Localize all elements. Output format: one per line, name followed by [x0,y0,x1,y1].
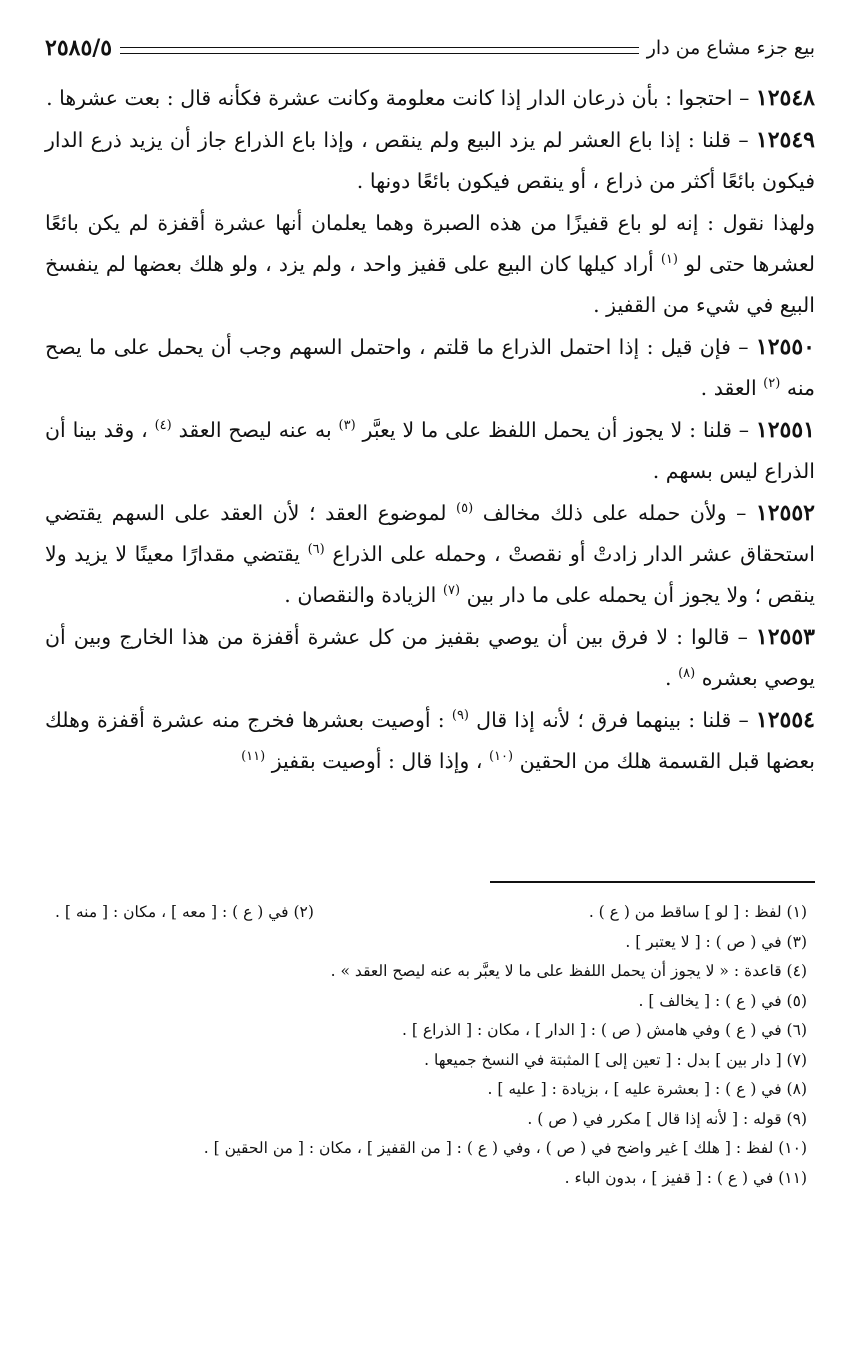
paragraph-12554 [45,700,815,782]
footnote-7: (٧) [ دار بين ] بدل : [ تعين إلى ] المثبتة في النسخ جميعها . [424,1050,807,1069]
paragraph-text: ، وقد بينا أن الذراع ليس بسهم . [45,418,815,483]
paragraph-text: – قلنا : إذا باع العشر لم يزد البيع ولم ينقص ، وإذا باع الذراع جاز أن يزيد ذرع الدار فيكون بائعًا أكثر من ذراع ، أو ينقص فيكون بائعًا دونها . [45,128,815,193]
page-number: ٢٥٨٥/٥ [45,35,113,61]
footnote-ref: (١١) [241,749,266,764]
chapter-title: بيع جزء مشاع من دار [646,37,815,59]
paragraph-number: ١٢٥٤٨ [755,85,815,111]
paragraph-12550 [45,327,815,409]
paragraph-text: – قالوا : لا فرق بين أن يوصي بقفيز من كل عشرة أقفزة من هذا الخارج وبين أن يوصي بعشره [45,625,815,690]
paragraph-text: – قلنا : بينهما فرق ؛ لأنه إذا قال [469,708,756,732]
paragraph-number: ١٢٥٥٤ [755,707,815,733]
paragraph-text: يقتضي مقدارًا معينًا لا يزيد ولا ينقص ؛ ولا يجوز أن يحمله على ما دار بين [45,542,815,607]
footnote-row [45,898,807,928]
paragraph-12549 [45,120,815,202]
paragraph-text: . [665,666,679,690]
footnote-9: (٩) قوله : [ لأنه إذا قال ] مكرر في ( ص ) . [527,1109,807,1128]
paragraph-number: ١٢٥٥١ [755,417,815,443]
footnote-3: (٣) في ( ص ) : [ لا يعتبر ] . [625,932,807,951]
paragraph-text: به عنه ليصح العقد [171,418,339,442]
running-header [45,28,815,68]
footnote-ref: (٨) [678,666,696,681]
paragraph-number: ١٢٥٥٠ [755,334,815,360]
paragraph-text: ، وإذا قال : أوصيت بقفيز [265,749,489,773]
book-page [45,28,815,1318]
footnote-ref: (١) [660,252,678,267]
footnote-11: (١١) في ( ع ) : [ قفيز ] ، بدون الباء . [564,1168,807,1187]
paragraph-number: ١٢٥٥٢ [755,500,815,526]
footnote-10: (١٠) لفظ : [ هلك ] غير واضح في ( ص ) ، وفي ( ع ) : [ من القفيز ] ، مكان : [ من الحقين ] . [203,1139,807,1157]
footnote-ref: (٩) [451,708,469,723]
paragraph-text: – ولأن حمله على ذلك مخالف [473,501,756,525]
main-text [45,78,815,782]
footnote-ref: (٦) [307,542,325,557]
paragraph-text: العقد . [700,376,764,400]
paragraph-text: ولهذا نقول : إنه لو باع قفيزًا من هذه الصبرة وهما يعلمان أنها عشرة أقفزة لم يكن بائعًا لعشرها حتى لو [45,211,816,276]
footnote-8: (٨) في ( ع ) : [ بعشرة عليه ] ، بزيادة : [ عليه ] . [487,1080,807,1098]
paragraph-text: الزيادة والنقصان . [284,583,443,607]
paragraph-text: – احتجوا : بأن ذرعان الدار إذا كانت معلومة وكانت عشرة فكأنه قال : بعت عشرها . [46,86,756,110]
footnote-1: (١) لفظ : [ لو ] ساقط من ( ع ) . [588,903,807,921]
paragraph-number: ١٢٥٤٩ [755,127,815,153]
footnote-4: (٤) قاعدة : « لا يجوز أن يحمل اللفظ على ما لا يعبَّر به عنه ليصح العقد » . [330,962,807,980]
footnote-ref: (٢) [763,376,781,391]
paragraph-12552 [45,493,815,616]
paragraph-number: ١٢٥٥٣ [755,624,815,650]
footnote-ref: (٣) [338,418,356,433]
footnote-6: (٦) في ( ع ) وفي هامش ( ص ) : [ الدار ] ، مكان : [ الذراع ] . [402,1021,807,1039]
footnote-ref: (١٠) [488,749,514,764]
footnote-separator [490,881,815,883]
paragraph-12548 [45,78,815,119]
footnote-ref: (٧) [442,583,461,598]
paragraph-12551 [45,410,815,492]
paragraph-text: لموضوع العقد ؛ لأن العقد على السهم يقتضي استحقاق عشر الدار زادتْ أو نقصتْ ، وحمله على الذراع [45,501,815,566]
footnote-5: (٥) في ( ع ) : [ يخالف ] . [638,991,807,1010]
paragraph-text: – فإن قيل : إذا احتمل الذراع ما قلتم ، واحتمل السهم وجب أن يحمل على ما يصح منه [45,335,815,400]
paragraph-text: – قلنا : لا يجوز أن يحمل اللفظ على ما لا يعبَّر [355,418,756,442]
paragraph-12553 [45,617,815,699]
footnote-ref: (٤) [154,418,172,433]
header-rule [120,47,639,54]
paragraph-continuation [45,203,815,326]
footnotes [45,898,807,1193]
footnote-2: (٢) في ( ع ) : [ معه ] ، مكان : [ منه ] . [55,903,314,921]
footnote-ref: (٥) [456,501,474,516]
paragraph-text: أراد كيلها كان البيع على قفيز واحد ، ولم يزد ، ولو هلك بعضها لم ينفسخ البيع في شيء من القفيز . [45,252,815,317]
paragraph-text: : أوصيت بعشرها فخرج منه عشرة أقفزة وهلك بعضها قبل القسمة هلك من الحقين [45,708,815,773]
